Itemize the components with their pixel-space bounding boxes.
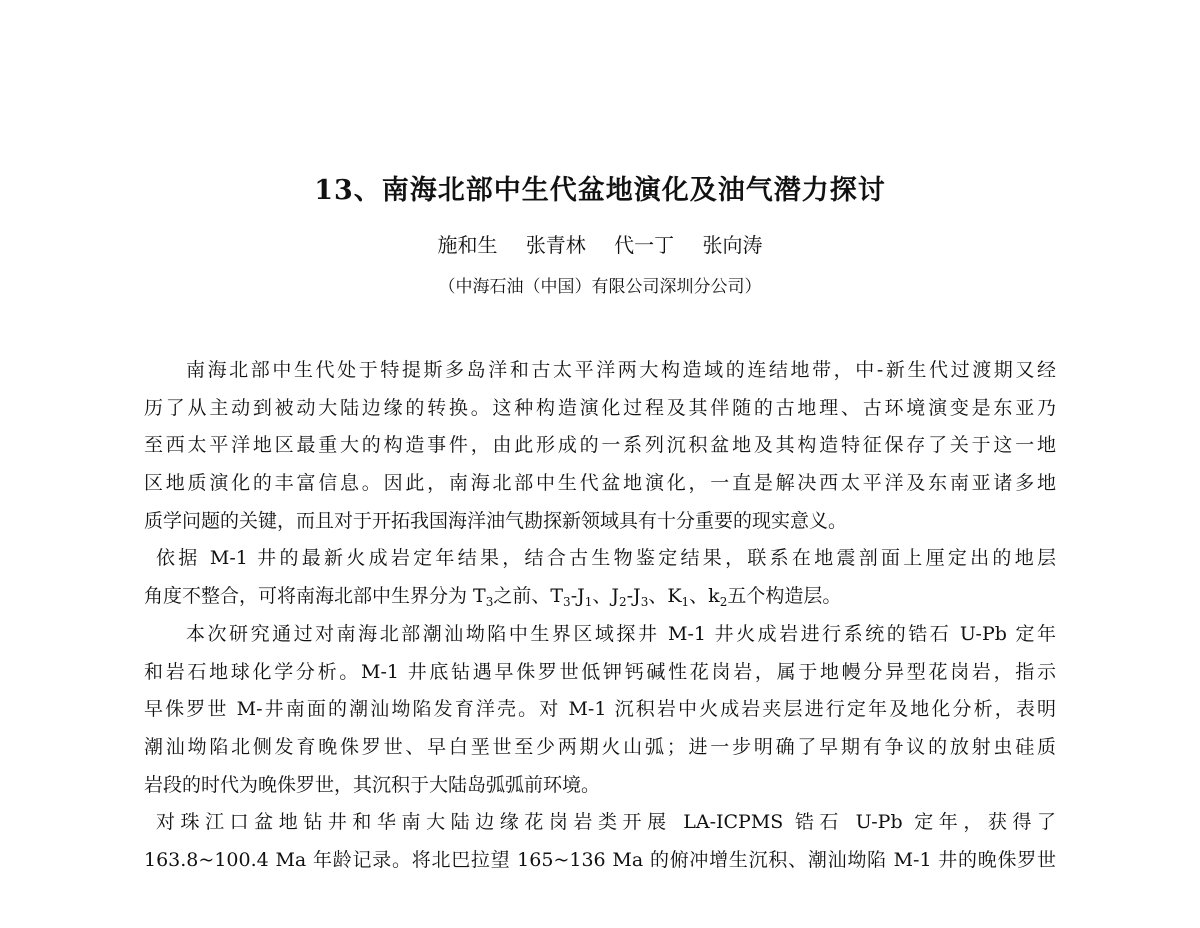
text-line: 早侏罗世 M-井南面的潮汕坳陷发育洋壳。对 M-1 沉积岩中火成岩夹层进行定年及地化分析，表明 <box>144 698 1056 721</box>
author-name: 施和生 <box>437 233 498 257</box>
body-text <box>144 352 1056 880</box>
text-run: 五个构造层。 <box>727 585 842 608</box>
text-run: 之前、T <box>493 585 564 608</box>
text-line: 历了从主动到被动大陆边缘的转换。这种构造演化过程及其伴随的古地理、古环境演变是东亚乃 <box>144 396 1056 419</box>
text-run: 、k <box>689 585 720 608</box>
subscript: 1 <box>584 595 593 610</box>
text-line: 岩段的时代为晚侏罗世，其沉积于大陆岛弧弧前环境。 <box>144 773 601 796</box>
text-run: 、K <box>648 585 682 608</box>
subscript: 2 <box>719 595 728 610</box>
text-run: -J <box>570 585 585 608</box>
subscript: 2 <box>619 595 627 610</box>
subscript: 3 <box>563 595 571 610</box>
page-title: 13、南海北部中生代盆地演化及油气潜力探讨 <box>314 175 886 206</box>
text-run: -J <box>626 585 641 608</box>
subscript: 3 <box>640 595 649 610</box>
text-line: 质学问题的关键，而且对于开拓我国海洋油气勘探新领域具有十分重要的现实意义。 <box>144 509 848 532</box>
subscript: 1 <box>681 595 690 610</box>
text-line: 潮汕坳陷北侧发育晚侏罗世、早白垩世至少两期火山弧；进一步明确了早期有争议的放射虫硅质 <box>144 735 1056 758</box>
text-line: 依据 M-1 井的最新火成岩定年结果，结合古生物鉴定结果，联系在地震剖面上厘定出的地层 <box>156 547 1056 570</box>
subscript: 3 <box>485 595 494 610</box>
author-name: 代一丁 <box>614 233 675 257</box>
text-run: 角度不整合，可将南海北部中生界分为 T <box>144 585 486 608</box>
text-line: 至西太平洋地区最重大的构造事件，由此形成的一系列沉积盆地及其构造特征保存了关于这一地 <box>144 434 1056 457</box>
text-line: 南海北部中生代处于特提斯多岛洋和古太平洋两大构造域的连结地带，中-新生代过渡期又经 <box>186 359 1056 381</box>
text-run: 、J <box>592 585 619 608</box>
text-line-with-subscripts <box>144 578 1056 616</box>
text-line: 和岩石地球化学分析。M-1 井底钻遇早侏罗世低钾钙碱性花岗岩，属于地幔分异型花岗岩，指示 <box>144 660 1056 683</box>
text-line: 本次研究通过对南海北部潮汕坳陷中生界区域探井 M-1 井火成岩进行系统的锆石 U-Pb 定年 <box>186 622 1056 645</box>
affiliation: （中海石油（中国）有限公司深圳分公司） <box>438 277 762 297</box>
author-name: 张向涛 <box>702 233 763 257</box>
text-line: 163.8~100.4 Ma 年龄记录。将北巴拉望 165~136 Ma 的俯冲增生沉积、潮汕坳陷 M-1 井的晚侏罗世 <box>144 848 1056 871</box>
text-line: 区地质演化的丰富信息。因此，南海北部中生代盆地演化，一直是解决西太平洋及东南亚诸多地 <box>144 472 1056 495</box>
author-list <box>0 229 1200 258</box>
text-line: 对珠江口盆地钻井和华南大陆边缘花岗岩类开展 LA-ICPMS 锆石 U-Pb 定年，获得了 <box>156 811 1056 834</box>
author-name: 张青林 <box>525 233 586 257</box>
